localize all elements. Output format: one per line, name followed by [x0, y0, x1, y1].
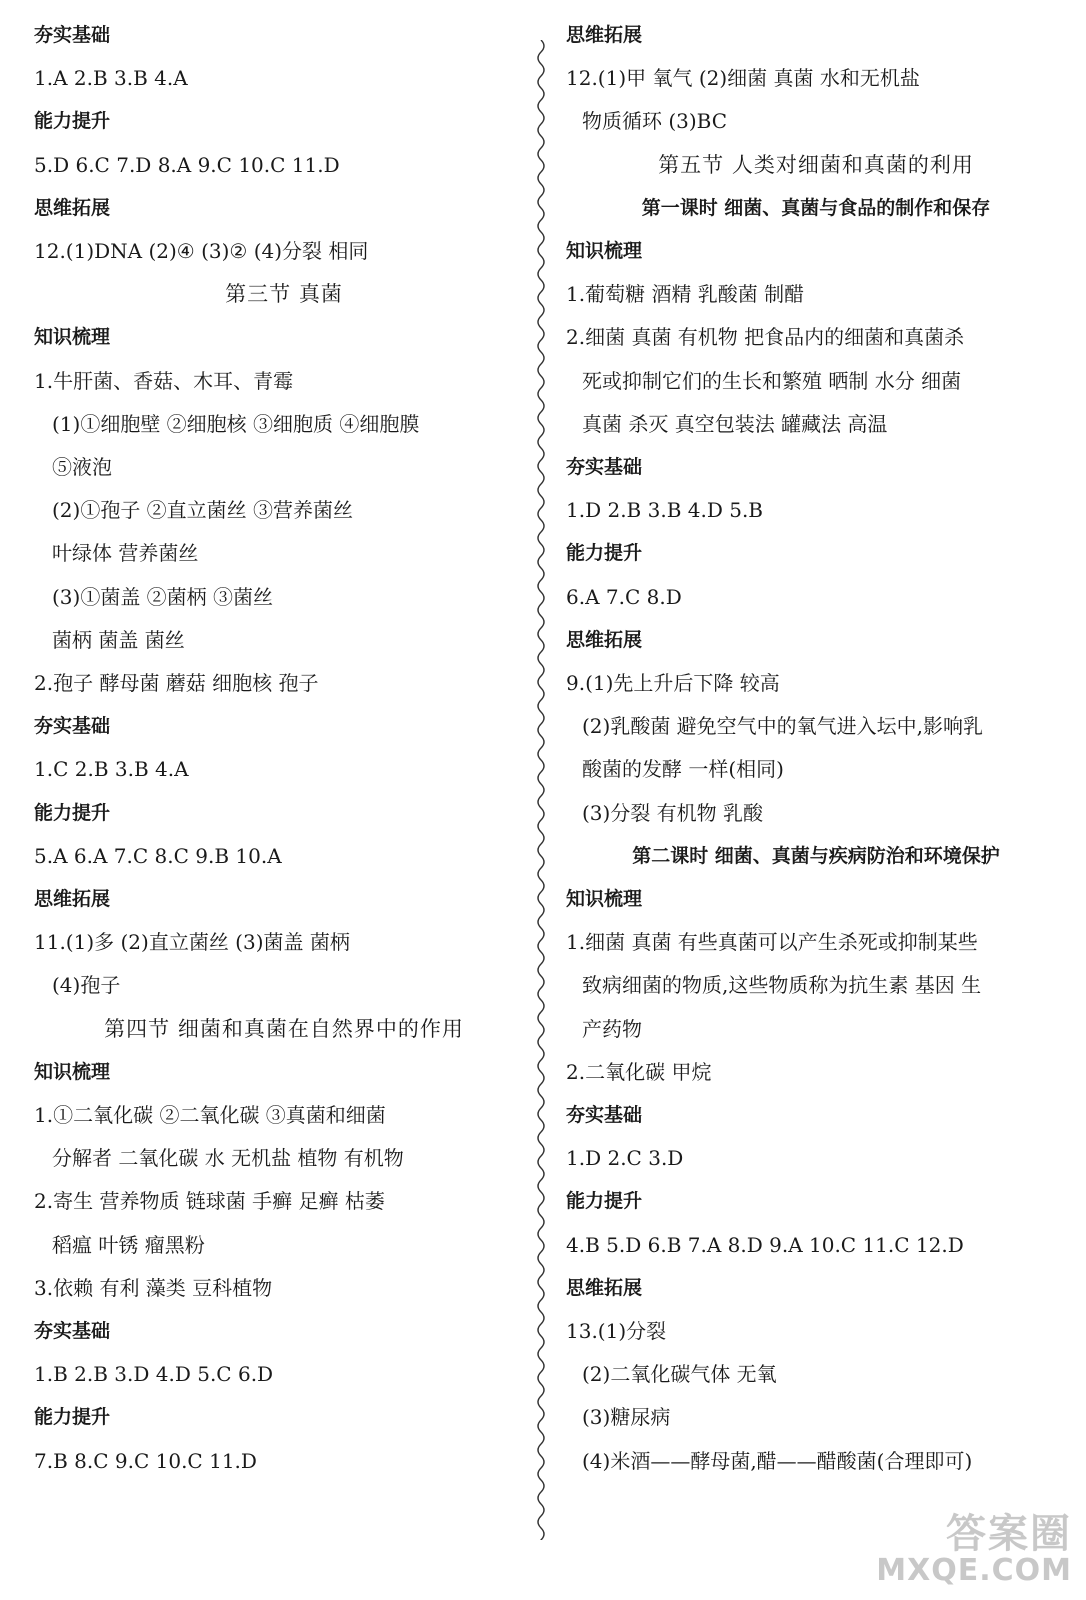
section-heading: 夯实基础 [566, 456, 643, 478]
section-heading: 思维拓展 [566, 628, 643, 651]
answer-line: 1.细菌 真菌 有些真菌可以产生杀死或抑制某些 [566, 930, 978, 955]
answer-line: 1.①二氧化碳 ②二氧化碳 ③真菌和细菌 [34, 1103, 386, 1127]
answer-line: 分解者 二氧化碳 水 无机盐 植物 有机物 [52, 1146, 404, 1171]
wavy-column-divider [532, 40, 550, 1540]
answer-line: (2)乳酸菌 避免空气中的氧气进入坛中,影响乳 [582, 714, 984, 739]
lesson-title: 第一课时 细菌、真菌与食品的制作和保存 [641, 196, 991, 219]
section-heading: 能力提升 [34, 801, 111, 824]
answer-line: 13.(1)分裂 [566, 1319, 667, 1343]
watermark-mark: 答案圈 [946, 1510, 1072, 1557]
section-heading: 思维拓展 [34, 888, 111, 910]
section-heading: 思维拓展 [34, 196, 111, 219]
chapter-title: 第三节 真菌 [225, 282, 343, 307]
answer-line: 致病细菌的物质,这些物质称为抗生素 基因 生 [582, 973, 982, 998]
watermark-site: MXQE.COM [876, 1552, 1072, 1588]
answer-line: (2)二氧化碳气体 无氧 [582, 1362, 777, 1387]
answer-line: 1.D 2.B 3.B 4.D 5.B [566, 498, 764, 523]
chapter-title: 第五节 人类对细菌和真菌的利用 [658, 152, 974, 177]
answer-line: (4)孢子 [52, 973, 121, 998]
answer-line: 1.D 2.C 3.D [566, 1146, 684, 1171]
answer-line: 3.依赖 有利 藻类 豆科植物 [34, 1275, 273, 1300]
answer-line: 11.(1)多 (2)直立菌丝 (3)菌盖 菌柄 [34, 930, 350, 955]
answer-line: 2.细菌 真菌 有机物 把食品内的细菌和真菌杀 [566, 325, 965, 350]
answer-line: 物质循环 (3)BC [582, 109, 728, 134]
section-heading: 夯实基础 [34, 24, 111, 46]
section-heading: 夯实基础 [34, 715, 111, 738]
section-heading: 思维拓展 [566, 1276, 643, 1299]
section-heading: 能力提升 [566, 542, 643, 565]
section-heading: 能力提升 [566, 1190, 643, 1213]
answer-line: 5.A 6.A 7.C 8.C 9.B 10.A [34, 843, 282, 868]
answer-line: 产药物 [582, 1016, 642, 1041]
answer-line: 2.寄生 营养物质 链球菌 手癣 足癣 枯萎 [34, 1189, 385, 1214]
lesson-title: 第二课时 细菌、真菌与疾病防治和环境保护 [632, 844, 1000, 867]
chapter-title: 第四节 细菌和真菌在自然界中的作用 [104, 1016, 464, 1041]
answer-line: (3)分裂 有机物 乳酸 [582, 800, 764, 825]
watermark [876, 1510, 1072, 1588]
section-heading: 夯实基础 [34, 1320, 111, 1342]
answer-line: 1.B 2.B 3.D 4.D 5.C 6.D [34, 1362, 274, 1387]
answer-line: 叶绿体 营养菌丝 [52, 541, 199, 566]
section-heading: 知识梳理 [566, 240, 643, 262]
answer-line: 真菌 杀灭 真空包装法 罐藏法 高温 [582, 411, 888, 436]
section-heading: 思维拓展 [566, 24, 643, 46]
answer-line: ⑤液泡 [52, 455, 112, 479]
answer-line: 1.葡萄糖 酒精 乳酸菌 制醋 [566, 282, 805, 307]
answer-line: 酸菌的发酵 一样(相同) [582, 757, 784, 782]
answer-line: 1.A 2.B 3.B 4.A [34, 66, 188, 91]
answer-line: (3)糖尿病 [582, 1405, 671, 1430]
answer-line: (3)①菌盖 ②菌柄 ③菌丝 [52, 584, 274, 609]
answer-line: 稻瘟 叶锈 瘤黑粉 [52, 1232, 205, 1257]
answer-line: 6.A 7.C 8.D [566, 584, 682, 609]
answer-line: 7.B 8.C 9.C 10.C 11.D [34, 1448, 257, 1473]
section-heading: 能力提升 [34, 1406, 111, 1429]
answer-line: 1.C 2.B 3.B 4.A [34, 757, 189, 782]
answer-line: 2.孢子 酵母菌 蘑菇 细胞核 孢子 [34, 671, 319, 695]
answer-line: 1.牛肝菌、香菇、木耳、青霉 [34, 368, 294, 393]
answer-line: 4.B 5.D 6.B 7.A 8.D 9.A 10.C 11.C 12.D [566, 1232, 964, 1257]
answer-line: 死或抑制它们的生长和繁殖 晒制 水分 细菌 [582, 368, 962, 393]
answer-line: (1)①细胞壁 ②细胞核 ③细胞质 ④细胞膜 [52, 411, 420, 436]
section-heading: 夯实基础 [566, 1104, 643, 1126]
section-heading: 能力提升 [34, 110, 111, 133]
answer-line: 2.二氧化碳 甲烷 [566, 1059, 712, 1084]
answer-line: 12.(1)甲 氧气 (2)细菌 真菌 水和无机盐 [566, 66, 920, 91]
answer-line: (4)米酒——酵母菌,醋——醋酸菌(合理即可) [582, 1448, 973, 1473]
answer-line: 菌柄 菌盖 菌丝 [52, 627, 185, 652]
answer-line: 9.(1)先上升后下降 较高 [566, 671, 780, 695]
section-heading: 知识梳理 [34, 1060, 111, 1083]
section-heading: 知识梳理 [34, 326, 111, 349]
answer-line: 5.D 6.C 7.D 8.A 9.C 10.C 11.D [34, 152, 340, 177]
section-heading: 知识梳理 [566, 888, 643, 910]
answer-line: (2)①孢子 ②直立菌丝 ③营养菌丝 [52, 498, 354, 523]
answer-line: 12.(1)DNA (2)④ (3)② (4)分裂 相同 [34, 239, 369, 263]
